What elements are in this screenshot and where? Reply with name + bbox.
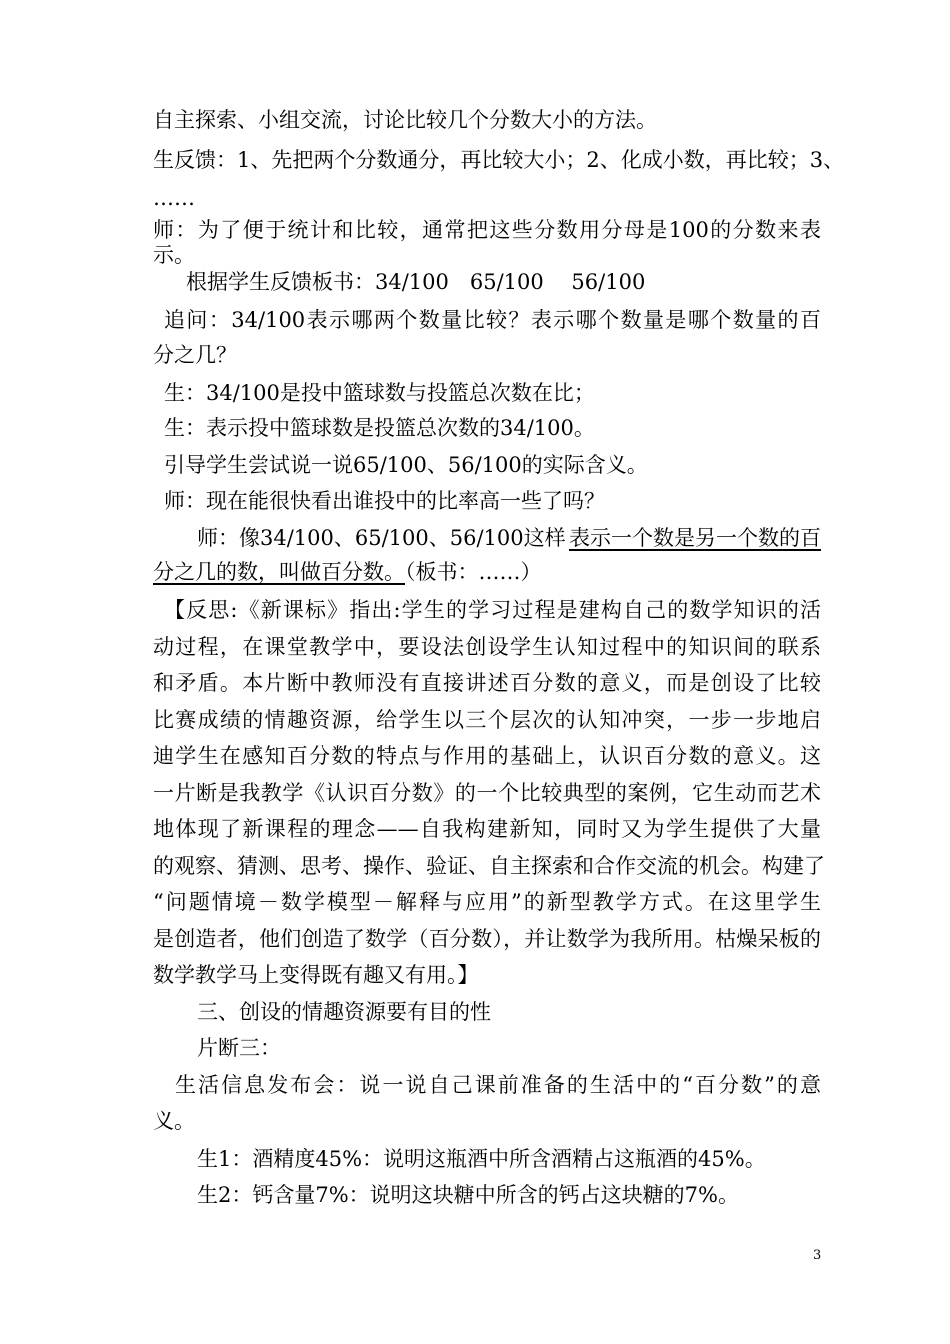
text-line: 片断三：	[197, 1036, 281, 1060]
text-line: 生2：钙含量7%：说明这块糖中所含的钙占这块糖的7%。	[197, 1183, 739, 1207]
text-line: 比赛成绩的情趣资源，给学生以三个层次的认知冲突，一步一步地启	[153, 708, 821, 732]
text-line: 生反馈：1、先把两个分数通分，再比较大小；2、化成小数，再比较；3、	[153, 148, 845, 172]
section-heading: 三、创设的情趣资源要有目的性	[197, 1000, 491, 1024]
text-line: 示。	[153, 243, 195, 267]
text-segment: 师：像34/100、65/100、56/100这样	[197, 526, 566, 550]
text-line: 生：34/100是投中篮球数与投篮总次数在比；	[164, 381, 595, 405]
text-line: 师：为了便于统计和比较，通常把这些分数用分母是100的分数来表	[153, 218, 821, 242]
text-line: 的观察、猜测、思考、操作、验证、自主探索和合作交流的机会。构建了	[153, 854, 825, 878]
text-line: 追问：34/100表示哪两个数量比较？表示哪个数量是哪个数量的百	[164, 308, 821, 332]
text-line: 生：表示投中篮球数是投篮总次数的34/100。	[164, 416, 595, 440]
text-line: 【反思:《新课标》指出:学生的学习过程是建构自己的数学知识的活	[164, 598, 821, 622]
text-line: 生1：酒精度45%：说明这瓶酒中所含酒精占这瓶酒的45%。	[197, 1147, 766, 1171]
definition-line	[153, 558, 542, 586]
text-segment: （板书：……）	[405, 560, 542, 584]
definition-line	[197, 524, 821, 552]
text-line: 一片断是我教学《认识百分数》的一个比较典型的案例，它生动而艺术	[153, 781, 821, 805]
text-line: 动过程，在课堂教学中，要设法创设学生认知过程中的知识间的联系	[153, 635, 821, 659]
text-line: 地体现了新课程的理念——自我构建新知，同时又为学生提供了大量	[153, 817, 821, 841]
text-line: 自主探索、小组交流，讨论比较几个分数大小的方法。	[153, 108, 657, 132]
text-line: 迪学生在感知百分数的特点与作用的基础上，认识百分数的意义。这	[153, 744, 821, 768]
text-line: 引导学生尝试说一说65/100、56/100的实际含义。	[164, 453, 648, 477]
page-number: 3	[813, 1248, 822, 1263]
text-line: 数学教学马上变得既有趣又有用。】	[153, 963, 479, 987]
underlined-definition: 分之几的数，叫做百分数。	[153, 560, 405, 584]
text-line: 根据学生反馈板书：34/100 65/100 56/100	[186, 270, 646, 294]
text-line: 是创造者，他们创造了数学（百分数），并让数学为我所用。枯燥呆板的	[153, 927, 821, 951]
text-line: ……	[153, 186, 195, 210]
underlined-definition: 表示一个数是另一个数的百	[569, 526, 821, 550]
text-line: 分之几？	[153, 343, 237, 367]
text-line: 和矛盾。本片断中教师没有直接讲述百分数的意义，而是创设了比较	[153, 671, 821, 695]
text-line: “问题情境－数学模型－解释与应用”的新型教学方式。在这里学生	[153, 890, 821, 914]
text-line: 义。	[153, 1109, 195, 1133]
text-line: 生活信息发布会：说一说自己课前准备的生活中的“百分数”的意	[175, 1073, 821, 1097]
text-line: 师：现在能很快看出谁投中的比率高一些了吗？	[164, 489, 605, 513]
